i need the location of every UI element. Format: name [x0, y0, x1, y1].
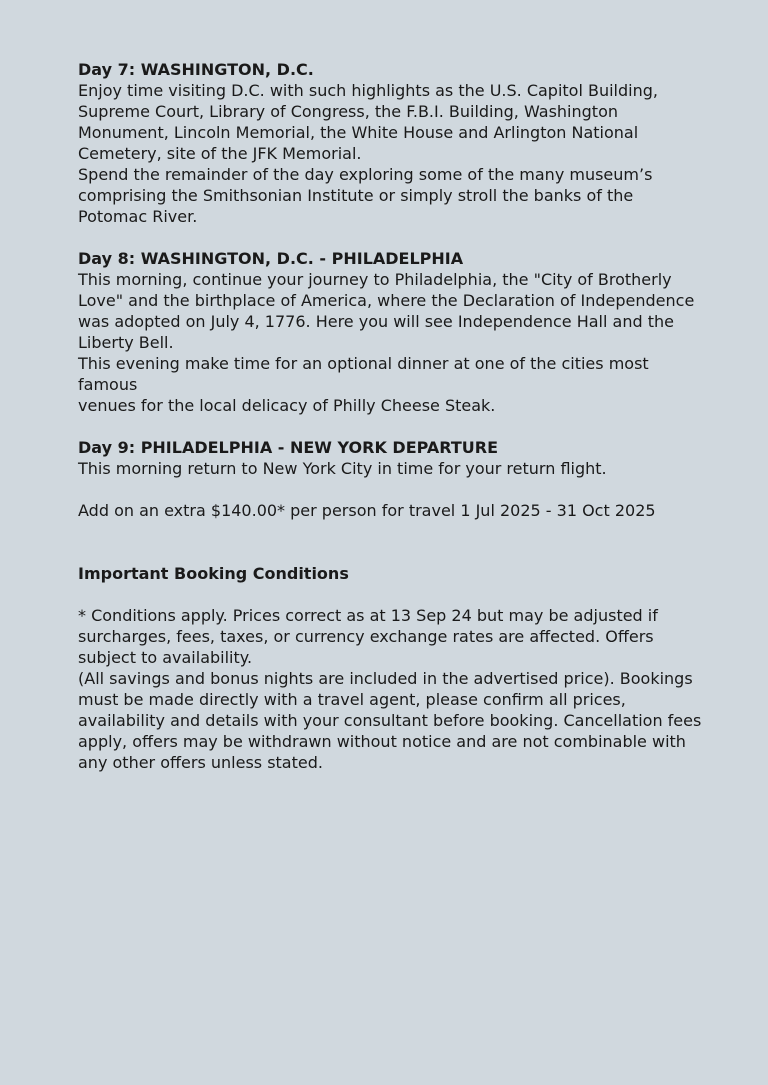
day-9-line: This morning return to New York City in time for your return flight. [78, 459, 607, 478]
day-7-line: Supreme Court, Library of Congress, the F.B.I. Building, Washington [78, 102, 618, 121]
day-7-heading: Day 7: WASHINGTON, D.C. [78, 60, 314, 79]
day-9-heading: Day 9: PHILADELPHIA - NEW YORK DEPARTURE [78, 438, 499, 457]
conditions-line: surcharges, fees, taxes, or currency exchange rates are affected. Offers [78, 627, 654, 646]
booking-conditions-heading: Important Booking Conditions [78, 564, 349, 583]
day-7-line: Enjoy time visiting D.C. with such highlights as the U.S. Capitol Building, [78, 81, 658, 100]
day-7-line: Cemetery, site of the JFK Memorial. [78, 144, 362, 163]
day-8-line: Liberty Bell. [78, 333, 174, 352]
spacer [78, 542, 708, 563]
conditions-line: must be made directly with a travel agent, please confirm all prices, [78, 690, 626, 709]
day-7-line: Spend the remainder of the day exploring some of the many museum’s [78, 165, 653, 184]
day-8-heading: Day 8: WASHINGTON, D.C. - PHILADELPHIA [78, 249, 464, 268]
day-8-line: venues for the local delicacy of Philly Cheese Steak. [78, 396, 496, 415]
conditions-line: availability and details with your consultant before booking. Cancellation fees [78, 711, 702, 730]
spacer [78, 416, 708, 437]
day-7-line: Potomac River. [78, 207, 198, 226]
conditions-line: * Conditions apply. Prices correct as at 13 Sep 24 but may be adjusted if [78, 606, 658, 625]
addon-price-note: Add on an extra $140.00* per person for travel 1 Jul 2025 - 31 Oct 2025 [78, 501, 656, 520]
conditions-line: apply, offers may be withdrawn without notice and are not combinable with [78, 732, 686, 751]
conditions-line: subject to availability. [78, 648, 253, 667]
day-7-line: Monument, Lincoln Memorial, the White House and Arlington National [78, 123, 639, 142]
conditions-line: any other offers unless stated. [78, 753, 323, 772]
day-8-line: This morning, continue your journey to Philadelphia, the "City of Brotherly [78, 270, 672, 289]
day-7-line: comprising the Smithsonian Institute or simply stroll the banks of the [78, 186, 634, 205]
day-9-section [78, 437, 708, 479]
conditions-line: (All savings and bonus nights are included in the advertised price). Bookings [78, 669, 693, 688]
booking-conditions-section [78, 563, 708, 773]
spacer [78, 227, 708, 248]
spacer [78, 521, 708, 542]
spacer [78, 479, 708, 500]
day-8-line: Love" and the birthplace of America, where the Declaration of Independence [78, 291, 695, 310]
day-8-line: This evening make time for an optional dinner at one of the cities most famous [78, 354, 649, 394]
day-7-section [78, 59, 708, 227]
day-8-line: was adopted on July 4, 1776. Here you will see Independence Hall and the [78, 312, 674, 331]
spacer [78, 584, 708, 605]
day-8-section [78, 248, 708, 416]
